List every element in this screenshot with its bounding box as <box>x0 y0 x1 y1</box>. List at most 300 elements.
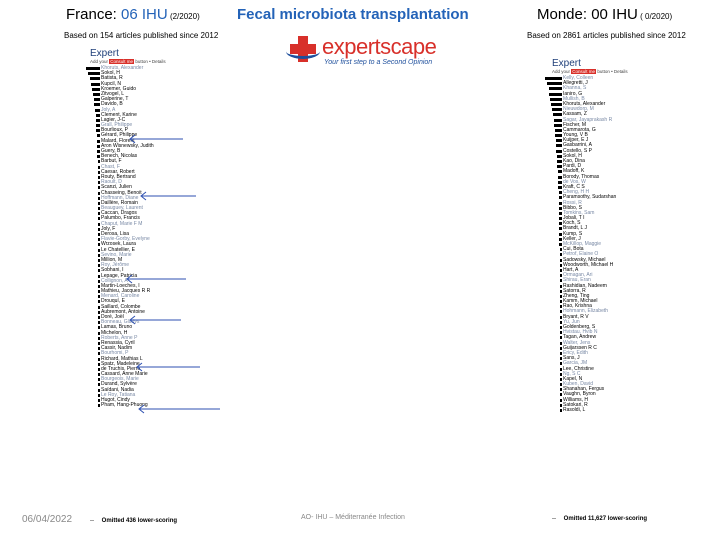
score-bar <box>98 352 100 355</box>
score-bar <box>559 202 562 205</box>
expert-name-link[interactable]: McKillop, Maggie <box>563 241 602 247</box>
score-bar <box>549 87 563 90</box>
score-bar <box>560 316 562 319</box>
panel-subline <box>90 59 250 64</box>
omitted-text: Omitted 11,627 lower-scoring <box>563 516 648 522</box>
omitted-text: Omitted 436 lower-scoring <box>101 518 178 524</box>
score-bar <box>98 176 100 179</box>
expert-name-link[interactable]: Ianiro, G <box>563 90 583 97</box>
panel-title: Expert <box>552 58 581 69</box>
expert-name-link[interactable]: Drouquí, E <box>101 298 125 305</box>
expert-name-link[interactable]: Paramsothy, Sudarshan <box>563 194 617 201</box>
expert-row <box>552 408 692 413</box>
expert-name-link[interactable]: Durand, Sylvère <box>101 381 137 388</box>
expert-name-link[interactable]: Bourhomi, P <box>101 350 129 357</box>
expert-name-link[interactable]: Derosa, Lisa <box>101 231 130 237</box>
score-bar <box>560 253 562 256</box>
score-bar <box>560 279 562 282</box>
score-bar <box>98 342 100 345</box>
expert-name-link[interactable]: Daillère, Romain <box>101 199 138 206</box>
score-bar <box>98 192 100 195</box>
score-bar <box>560 331 562 334</box>
score-bar <box>94 103 100 106</box>
expert-name-link[interactable]: Chasseing, Benoit <box>101 189 142 196</box>
expert-name-link[interactable]: Bonneau, Gladys <box>101 319 140 326</box>
expert-list <box>90 66 250 408</box>
expert-name-link[interactable]: Lamas, Bruno <box>101 324 133 331</box>
expert-name-link[interactable]: Beauguey, Laurent <box>101 205 143 212</box>
score-bar <box>98 275 100 278</box>
score-bar <box>560 373 562 376</box>
highlight-arrow <box>136 404 220 414</box>
score-bar <box>559 217 562 220</box>
score-bar <box>556 144 562 147</box>
expert-name-link[interactable]: Bryant, R V <box>563 313 589 320</box>
expert-name-link[interactable]: Hvistau, Hvib N <box>563 329 598 336</box>
score-bar <box>98 202 100 205</box>
logo-tagline: Your first step to a Second Opinion <box>324 59 433 66</box>
swoosh-icon <box>286 44 320 59</box>
score-bar <box>97 145 100 148</box>
expert-name-link[interactable]: Kraft, C S <box>563 183 585 190</box>
score-bar <box>98 311 100 314</box>
expert-name-link[interactable]: Khanna, S <box>563 85 587 92</box>
score-bar <box>96 114 100 117</box>
score-bar <box>560 383 562 386</box>
score-bar <box>98 212 100 215</box>
expert-name-link[interactable]: Hoffmann, Diane <box>101 194 139 201</box>
expert-name-link[interactable]: Rossi, R <box>563 199 582 206</box>
score-bar <box>98 207 100 210</box>
score-bar <box>560 248 562 251</box>
score-bar <box>86 67 100 70</box>
score-bar <box>560 305 562 308</box>
expert-name-link[interactable]: Khoruts, Alexander <box>563 100 606 107</box>
score-bar <box>98 223 100 226</box>
expert-name-link[interactable]: Yu, Jun <box>563 318 580 325</box>
score-bar <box>545 77 562 80</box>
score-bar <box>98 363 100 366</box>
expert-name-link[interactable]: Galperine, T <box>101 96 129 103</box>
expert-name-link[interactable]: Guery, B <box>101 148 121 154</box>
expert-name-link[interactable]: Goldenberg, S <box>563 324 596 330</box>
score-bar <box>560 336 562 339</box>
score-bar <box>97 134 100 137</box>
expert-name-link[interactable]: Cassard, Anne Marie <box>101 371 148 378</box>
expert-name-link[interactable]: Aron Wisnewsky, Judith <box>101 142 154 149</box>
score-bar <box>559 222 562 225</box>
score-bar <box>98 316 100 319</box>
expert-name-link[interactable]: Benech, Nicolas <box>101 153 138 160</box>
expert-name-link[interactable]: Doré, Joël <box>101 314 124 320</box>
score-bar <box>98 306 100 309</box>
expert-name-link[interactable]: Ormagan, Ari <box>563 272 593 279</box>
expert-name-link[interactable]: Renassia, Cyril <box>101 339 135 346</box>
highlight-arrow <box>138 191 196 201</box>
score-bar <box>98 404 100 407</box>
score-bar <box>98 254 100 257</box>
expert-name-link[interactable]: Kuijper, E J <box>563 137 589 144</box>
score-bar <box>98 368 100 371</box>
expert-name-link[interactable]: Sokol, H <box>563 152 582 159</box>
omitted-dash: -- <box>552 516 556 522</box>
score-bar <box>98 228 100 231</box>
expert-name-link[interactable]: Lee, Christine <box>563 365 594 372</box>
consult-me-button[interactable]: Consult me <box>110 59 134 64</box>
expert-name-link[interactable]: Spatz, Madeleine <box>101 360 140 367</box>
score-bar <box>554 119 562 122</box>
expert-name-link[interactable]: Chaput, Marie F M <box>101 220 143 227</box>
expert-name-link[interactable]: Sevino, Marie <box>101 251 132 258</box>
expert-name-link[interactable]: Clement, Karine <box>101 111 137 118</box>
expert-name-link[interactable]: Nieuwdorp, M <box>563 106 594 113</box>
score-bar <box>98 373 100 376</box>
score-bar <box>549 93 562 96</box>
expert-name-link[interactable]: Scanzi, Julien <box>101 184 132 191</box>
expert-name-link[interactable]: Tomkins, Sam <box>563 209 595 216</box>
score-bar <box>560 274 562 277</box>
expert-name-link[interactable]: Tagan, Andrew <box>563 334 597 341</box>
score-bar <box>559 233 562 236</box>
expert-name-link[interactable]: Mathieu, Jacques R R <box>101 288 151 295</box>
panel-subline <box>552 69 692 74</box>
score-bar <box>556 150 562 153</box>
expert-name-link[interactable]: Palumbo, Francis <box>101 215 140 222</box>
slide-title: Fecal microbiota transplantation <box>237 6 469 23</box>
score-bar <box>560 285 562 288</box>
expert-name-link[interactable]: Sagar, Jayaprakash R <box>563 116 613 123</box>
score-bar <box>98 378 100 381</box>
expert-name-link[interactable]: Kelly, Colleen <box>563 75 594 81</box>
expert-name-link[interactable]: Gasbarrini, A <box>563 142 592 149</box>
expert-name-link[interactable]: Kao, Dina <box>563 158 585 164</box>
expert-name-link[interactable]: Hart, A <box>563 266 579 273</box>
expert-name-link[interactable]: Sokol, H <box>101 70 120 77</box>
expert-name-link[interactable]: de Vos, W <box>563 178 586 185</box>
expert-name-link[interactable]: Borody, Thomas <box>563 173 600 180</box>
score-bar <box>98 217 100 220</box>
score-bar <box>98 300 100 303</box>
score-bar <box>98 181 100 184</box>
expert-name-link[interactable]: Jobali, T I <box>563 215 585 222</box>
score-bar <box>557 160 562 163</box>
score-bar <box>559 191 562 194</box>
footer-center-text: AO- IHU – Méditerranée Infection <box>301 514 405 521</box>
expert-name-link[interactable]: Le Chatellier, E <box>101 246 135 253</box>
expert-name-link[interactable]: Le Roy, Tatiana <box>101 391 136 398</box>
score-bar <box>560 393 562 396</box>
highlight-arrow <box>127 315 181 325</box>
expert-name-link[interactable]: Joly, F <box>101 225 116 232</box>
france-date: (2/2020) <box>167 12 200 21</box>
score-bar <box>98 295 100 298</box>
score-bar <box>550 98 562 101</box>
expert-name-link[interactable]: Grall, Philippe <box>101 122 133 129</box>
score-bar <box>98 171 100 174</box>
score-bar <box>560 357 562 360</box>
score-bar <box>92 88 100 91</box>
expert-name-link[interactable]: Pardi, D <box>563 163 582 170</box>
score-bar <box>558 176 562 179</box>
score-bar <box>558 170 562 173</box>
expert-name-link[interactable]: Guijarssen R C <box>563 344 597 351</box>
score-bar <box>560 409 562 412</box>
score-bar <box>555 134 562 137</box>
expert-list <box>552 76 692 413</box>
score-bar <box>98 326 100 329</box>
world-date: ( 0/2020) <box>637 12 673 21</box>
omitted-note <box>552 516 647 522</box>
score-bar <box>98 285 100 288</box>
score-bar <box>98 383 100 386</box>
score-bar <box>98 243 100 246</box>
expert-name-link[interactable]: Hugot, Cindy <box>101 397 130 403</box>
score-bar <box>98 233 100 236</box>
score-bar <box>560 404 562 407</box>
expert-name-link[interactable]: Koch, S <box>563 220 581 227</box>
expert-name-link[interactable]: Kassam, Z <box>563 111 587 118</box>
score-bar <box>98 337 100 340</box>
score-bar <box>556 139 562 142</box>
expert-name-link[interactable]: Chast, F <box>101 163 120 170</box>
expert-name-link[interactable]: Pham, Hang-Phuong <box>101 402 148 409</box>
expert-name-link[interactable]: Ericy, Edith <box>563 349 588 356</box>
world-header <box>537 6 672 23</box>
expert-name-link[interactable]: Saillard, Colombe <box>101 303 141 310</box>
expert-name-link[interactable]: Bourlioux, P <box>101 127 128 134</box>
expert-name-link[interactable]: Madoff, K <box>563 168 585 175</box>
world-label: Monde: 00 IHU <box>537 6 638 23</box>
expert-name-link[interactable]: Woodworth, Michael H <box>563 261 614 268</box>
france-articles-note: Based on 154 articles published since 2012 <box>64 31 219 40</box>
score-bar <box>98 249 100 252</box>
expert-name-link[interactable]: Kump, S <box>563 230 583 237</box>
score-bar <box>560 264 562 267</box>
score-bar <box>557 165 562 168</box>
score-bar <box>560 300 562 303</box>
expert-name-link[interactable]: Flavie-Gorby, Evelyne <box>101 236 150 243</box>
expert-name-link[interactable]: Cassir, Nadim <box>101 345 133 352</box>
highlight-arrow <box>124 274 186 284</box>
score-bar <box>560 362 562 365</box>
expert-name-link[interactable]: Saïdani, Nadia <box>101 386 134 393</box>
consult-me-button[interactable]: Consult me <box>572 69 596 74</box>
expert-name-link[interactable]: Allegretti, J <box>563 80 588 87</box>
expert-name-link[interactable]: Sobhani, I <box>101 267 124 274</box>
score-bar <box>98 280 100 283</box>
score-bar <box>560 378 562 381</box>
score-bar <box>98 166 100 169</box>
expert-name-link[interactable]: Sans, J <box>563 355 580 362</box>
expert-name-link[interactable]: Cui, Bota <box>563 246 584 253</box>
score-bar <box>98 389 100 392</box>
score-bar <box>96 124 100 127</box>
world-expert-panel <box>552 58 692 413</box>
expert-name-link[interactable]: Aubremont, Antoine <box>101 308 145 315</box>
expert-name-link[interactable]: Shanahan, Fergus <box>563 386 605 393</box>
expert-name-link[interactable]: Satokari, R <box>563 401 588 408</box>
score-bar <box>560 342 562 345</box>
expert-name-link[interactable]: Kuben, David <box>563 381 594 388</box>
subline-prefix: Add your <box>90 59 109 64</box>
logo-wordmark: expertscape <box>322 34 437 59</box>
expert-name-link[interactable]: Cammarota, G <box>563 126 596 133</box>
score-bar <box>97 155 100 158</box>
subline-prefix: Add your <box>552 69 571 74</box>
expert-name-link[interactable]: Young, V B <box>563 132 588 139</box>
expert-name-link[interactable]: Rao, Krishna <box>563 303 592 310</box>
score-bar <box>98 238 100 241</box>
expert-name-link[interactable]: Bibbo, S <box>563 204 582 211</box>
expert-name-link[interactable]: Menard, Caroline <box>101 293 140 300</box>
expert-name-link[interactable]: Martin-Loeches, I <box>101 282 140 289</box>
expert-name-link[interactable]: Khoruts, Alexander <box>101 65 144 71</box>
score-bar <box>98 269 100 272</box>
france-expert-panel <box>90 48 250 408</box>
score-bar <box>98 264 100 267</box>
score-bar <box>560 347 562 350</box>
france-label: France: <box>66 6 122 23</box>
expert-name-link[interactable]: Shirau, Eran <box>563 277 591 284</box>
expert-name-link[interactable]: Zitvogel, L <box>101 90 125 97</box>
expert-name-link[interactable]: Kupcil, N <box>101 80 122 87</box>
score-bar <box>90 77 100 80</box>
panel-title: Expert <box>90 48 119 59</box>
expert-name-link[interactable]: Roberts, Anne P <box>101 334 138 341</box>
expert-name-link[interactable]: Kamm, Michael <box>563 298 598 305</box>
score-bar <box>96 129 100 132</box>
score-bar <box>552 108 562 111</box>
expert-name-link[interactable]: Williams, H <box>563 396 588 403</box>
score-bar <box>560 399 562 402</box>
score-bar <box>98 347 100 350</box>
highlight-arrow <box>134 362 200 372</box>
score-bar <box>95 109 100 112</box>
expert-name-link[interactable]: Wrzosek, Laura <box>101 241 136 248</box>
expert-name-link[interactable]: Rasoldi, L <box>563 407 586 413</box>
expert-name-link[interactable]: Routy, Bertrand <box>101 173 136 180</box>
expert-name-link[interactable]: Barbut, F <box>101 158 122 165</box>
omitted-dash: -- <box>90 518 94 524</box>
score-bar <box>560 352 562 355</box>
footer-date: 06/04/2022 <box>22 514 73 525</box>
expert-name-link[interactable]: Bourgeois, Marie <box>101 376 139 383</box>
score-bar <box>97 140 100 143</box>
expert-name-link[interactable]: Kroemer, Guido <box>101 85 137 92</box>
score-bar <box>558 181 562 184</box>
expert-name-link[interactable]: Million, M <box>101 256 123 263</box>
score-bar <box>94 98 100 101</box>
score-bar <box>88 72 100 75</box>
expert-name-link[interactable]: Ng, S C <box>563 370 581 377</box>
score-bar <box>557 155 562 158</box>
score-bar <box>98 394 100 397</box>
score-bar <box>555 129 562 132</box>
score-bar <box>98 259 100 262</box>
omitted-note <box>90 518 177 524</box>
subline-suffix: button • Details <box>597 69 628 74</box>
expert-name-link[interactable]: Garcia, JM <box>563 360 588 367</box>
score-bar <box>559 227 562 230</box>
score-bar <box>98 290 100 293</box>
expert-name-link[interactable]: Costello, S P <box>563 147 592 154</box>
score-bar <box>98 332 100 335</box>
expert-name-link[interactable]: de Truchis, Pierre <box>101 365 141 372</box>
score-bar <box>98 358 100 361</box>
score-bar <box>560 259 562 262</box>
world-articles-note: Based on 2861 articles published since 2012 <box>527 31 686 40</box>
expert-name-link[interactable]: Roy, Jérôme <box>101 262 129 269</box>
score-bar <box>560 269 562 272</box>
expert-name-link[interactable]: Davido, B <box>101 101 123 108</box>
score-bar <box>98 399 100 402</box>
expert-name-link[interactable]: Sadowsky, Michael <box>563 256 606 263</box>
expert-name-link[interactable]: Joly, A <box>101 106 116 113</box>
expert-name-link[interactable]: Lagier, J-C <box>101 116 126 123</box>
score-bar <box>559 212 562 215</box>
expert-name-link[interactable]: Kapel, N <box>563 375 583 382</box>
score-bar <box>560 388 562 391</box>
score-bar <box>98 186 100 189</box>
score-bar <box>98 197 100 200</box>
score-bar <box>560 290 562 293</box>
score-bar <box>559 196 562 199</box>
expert-name-link[interactable]: Caesar, Robert <box>101 168 135 175</box>
expert-name-link[interactable]: Rashidian, Nadeem <box>563 282 607 289</box>
score-bar <box>98 321 100 324</box>
expert-name-link[interactable]: Petrof, Elaine O <box>563 251 599 258</box>
score-bar <box>559 238 562 241</box>
france-count: 06 IHU <box>121 6 168 23</box>
expert-name-link[interactable]: Raoult, D <box>101 179 122 186</box>
score-bar <box>560 310 562 313</box>
expert-name-link[interactable]: Malard, Florent <box>101 137 135 144</box>
expert-name-link[interactable]: Mullish, B <box>563 95 585 102</box>
score-bar <box>96 119 100 122</box>
expert-name-link[interactable]: Hohmann, Elizabeth <box>563 308 609 315</box>
score-bar <box>91 83 100 86</box>
score-bar <box>560 368 562 371</box>
score-bar <box>553 113 562 116</box>
expertscape-logo <box>290 34 450 68</box>
expert-name-link[interactable]: Walter, Jens <box>563 339 591 346</box>
score-bar <box>98 160 100 163</box>
score-bar <box>93 93 100 96</box>
expert-name-link[interactable]: Satorra, R <box>563 287 586 294</box>
score-bar <box>558 186 562 189</box>
score-bar <box>560 295 562 298</box>
expert-name-link[interactable]: Batista, R <box>101 75 123 82</box>
expert-name-link[interactable]: Gérard, Philippe <box>101 132 138 139</box>
score-bar <box>547 82 562 85</box>
expert-name-link[interactable]: Caccan, Dragos <box>101 210 137 217</box>
expert-name-link[interactable]: Richard, Mathias L <box>101 355 143 362</box>
score-bar <box>559 243 562 246</box>
expert-name-link[interactable]: Vaughn, Byron <box>563 391 596 398</box>
expert-name-link[interactable]: Cheng, H H <box>563 189 590 196</box>
expert-name-link[interactable]: Michelon, H <box>101 329 128 336</box>
expert-name-link[interactable]: Zheng, Ting <box>563 292 590 299</box>
expert-name-link[interactable]: Collignon, A <box>101 277 128 284</box>
expert-name-link[interactable]: Keller, J <box>563 235 581 242</box>
expert-name-link[interactable]: Fischer, M <box>563 121 587 128</box>
score-bar <box>551 103 562 106</box>
score-bar <box>560 321 562 324</box>
expert-name-link[interactable]: Brandt, L J <box>563 225 587 232</box>
france-header <box>66 6 200 23</box>
expert-name-link[interactable]: Lepage, Patricia <box>101 272 138 279</box>
score-bar <box>97 150 100 153</box>
